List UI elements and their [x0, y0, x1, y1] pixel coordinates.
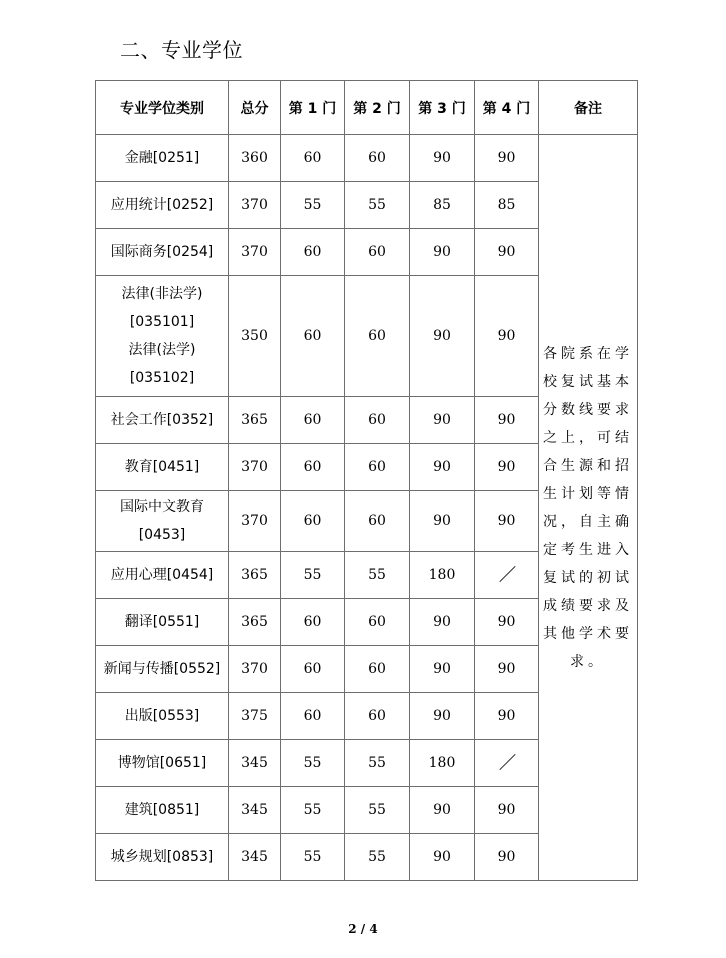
subject-2-score: 60: [345, 444, 410, 491]
category-cell: [96, 599, 229, 646]
subject-3-score: 90: [410, 693, 475, 740]
subject-4-score: [475, 740, 539, 787]
category-line: [0453]: [138, 527, 186, 543]
category-line: 金融[0251]: [124, 150, 200, 166]
subject-3-score: 90: [410, 599, 475, 646]
subject-2-score: 55: [345, 552, 410, 599]
category-cell: [96, 276, 229, 397]
table-row: [96, 135, 638, 182]
subject-3-score: 85: [410, 182, 475, 229]
subject-2-score: 55: [345, 834, 410, 881]
subject-1-score: 55: [281, 834, 345, 881]
category-line: 翻译[0551]: [124, 614, 200, 630]
subject-4-score: 90: [475, 397, 539, 444]
total-score: 370: [229, 491, 281, 552]
subject-3-score: 90: [410, 646, 475, 693]
subject-3-score: 180: [410, 740, 475, 787]
category-line: 国际商务[0254]: [110, 244, 214, 260]
subject-1-score: 55: [281, 740, 345, 787]
category-line: 应用统计[0252]: [110, 197, 214, 213]
subject-2-score: 55: [345, 182, 410, 229]
category-line: 法律(法学): [128, 342, 196, 358]
total-score: 345: [229, 740, 281, 787]
category-line: 国际中文教育: [120, 499, 204, 515]
header-subject-1: 第 1 门: [281, 81, 345, 135]
total-score: 350: [229, 276, 281, 397]
category-line: 社会工作[0352]: [110, 412, 214, 428]
subject-3-score: 180: [410, 552, 475, 599]
subject-2-score: 60: [345, 229, 410, 276]
subject-2-score: 60: [345, 599, 410, 646]
subject-2-score: 60: [345, 693, 410, 740]
subject-4-score: 90: [475, 599, 539, 646]
note-cell: 各院系在学校复试基本分数线要求之上，可结合生源和招生计划等情况，自主确定考生进入复试的初试成绩要求及其他学术要求。: [539, 135, 638, 881]
category-line: 建筑[0851]: [124, 802, 200, 818]
score-table: [95, 80, 638, 881]
subject-4-score: 90: [475, 276, 539, 397]
table-body: [96, 135, 638, 881]
category-line: 城乡规划[0853]: [110, 849, 214, 865]
total-score: 365: [229, 552, 281, 599]
subject-2-score: 60: [345, 646, 410, 693]
category-cell: [96, 397, 229, 444]
total-score: 375: [229, 693, 281, 740]
category-line: 应用心理[0454]: [110, 567, 214, 583]
page-number: 2 / 4: [348, 922, 378, 936]
category-line: 法律(非法学): [121, 286, 203, 302]
subject-1-score: 60: [281, 491, 345, 552]
subject-1-score: 60: [281, 276, 345, 397]
category-cell: [96, 834, 229, 881]
subject-4-score: 90: [475, 229, 539, 276]
total-score: 370: [229, 646, 281, 693]
subject-4-score: 90: [475, 693, 539, 740]
subject-1-score: 55: [281, 552, 345, 599]
subject-3-score: 90: [410, 397, 475, 444]
category-cell: [96, 444, 229, 491]
subject-2-score: 60: [345, 276, 410, 397]
category-line: 新闻与传播[0552]: [103, 661, 221, 677]
category-cell: [96, 552, 229, 599]
category-cell: [96, 182, 229, 229]
subject-4-score: 90: [475, 834, 539, 881]
total-score: 370: [229, 229, 281, 276]
header-total: 总分: [229, 81, 281, 135]
subject-3-score: 90: [410, 276, 475, 397]
category-cell: [96, 740, 229, 787]
subject-1-score: 55: [281, 787, 345, 834]
category-cell: [96, 693, 229, 740]
subject-2-score: 60: [345, 491, 410, 552]
subject-4-score: 85: [475, 182, 539, 229]
subject-3-score: 90: [410, 444, 475, 491]
subject-4-score: 90: [475, 787, 539, 834]
total-score: 345: [229, 834, 281, 881]
subject-2-score: 60: [345, 135, 410, 182]
subject-2-score: 60: [345, 397, 410, 444]
total-score: 370: [229, 444, 281, 491]
category-line: [035102]: [129, 370, 195, 386]
total-score: 365: [229, 397, 281, 444]
header-note: 备注: [539, 81, 638, 135]
total-score: 345: [229, 787, 281, 834]
category-line: [035101]: [129, 314, 195, 330]
header-subject-3: 第 3 门: [410, 81, 475, 135]
category-cell: [96, 135, 229, 182]
header-row: [96, 81, 638, 135]
category-cell: [96, 787, 229, 834]
subject-1-score: 60: [281, 135, 345, 182]
subject-4-score: 90: [475, 646, 539, 693]
header-subject-2: 第 2 门: [345, 81, 410, 135]
subject-3-score: 90: [410, 229, 475, 276]
section-title: 二、专业学位: [120, 38, 243, 62]
subject-1-score: 60: [281, 693, 345, 740]
subject-3-score: 90: [410, 135, 475, 182]
subject-3-score: 90: [410, 787, 475, 834]
subject-4-score: 90: [475, 444, 539, 491]
category-line: 出版[0553]: [124, 708, 200, 724]
subject-1-score: 55: [281, 182, 345, 229]
subject-2-score: 55: [345, 787, 410, 834]
subject-1-score: 60: [281, 229, 345, 276]
slash-mark: [499, 565, 515, 581]
subject-3-score: 90: [410, 491, 475, 552]
category-line: 教育[0451]: [124, 459, 200, 475]
total-score: 360: [229, 135, 281, 182]
subject-1-score: 60: [281, 646, 345, 693]
subject-4-score: [475, 552, 539, 599]
subject-1-score: 60: [281, 599, 345, 646]
subject-2-score: 55: [345, 740, 410, 787]
subject-1-score: 60: [281, 444, 345, 491]
header-subject-4: 第 4 门: [475, 81, 539, 135]
category-cell: [96, 229, 229, 276]
category-cell: [96, 646, 229, 693]
total-score: 365: [229, 599, 281, 646]
header-category: 专业学位类别: [96, 81, 229, 135]
category-line: 博物馆[0651]: [117, 755, 207, 771]
subject-1-score: 60: [281, 397, 345, 444]
subject-4-score: 90: [475, 491, 539, 552]
total-score: 370: [229, 182, 281, 229]
category-cell: [96, 491, 229, 552]
slash-mark: [499, 753, 515, 769]
subject-4-score: 90: [475, 135, 539, 182]
subject-3-score: 90: [410, 834, 475, 881]
